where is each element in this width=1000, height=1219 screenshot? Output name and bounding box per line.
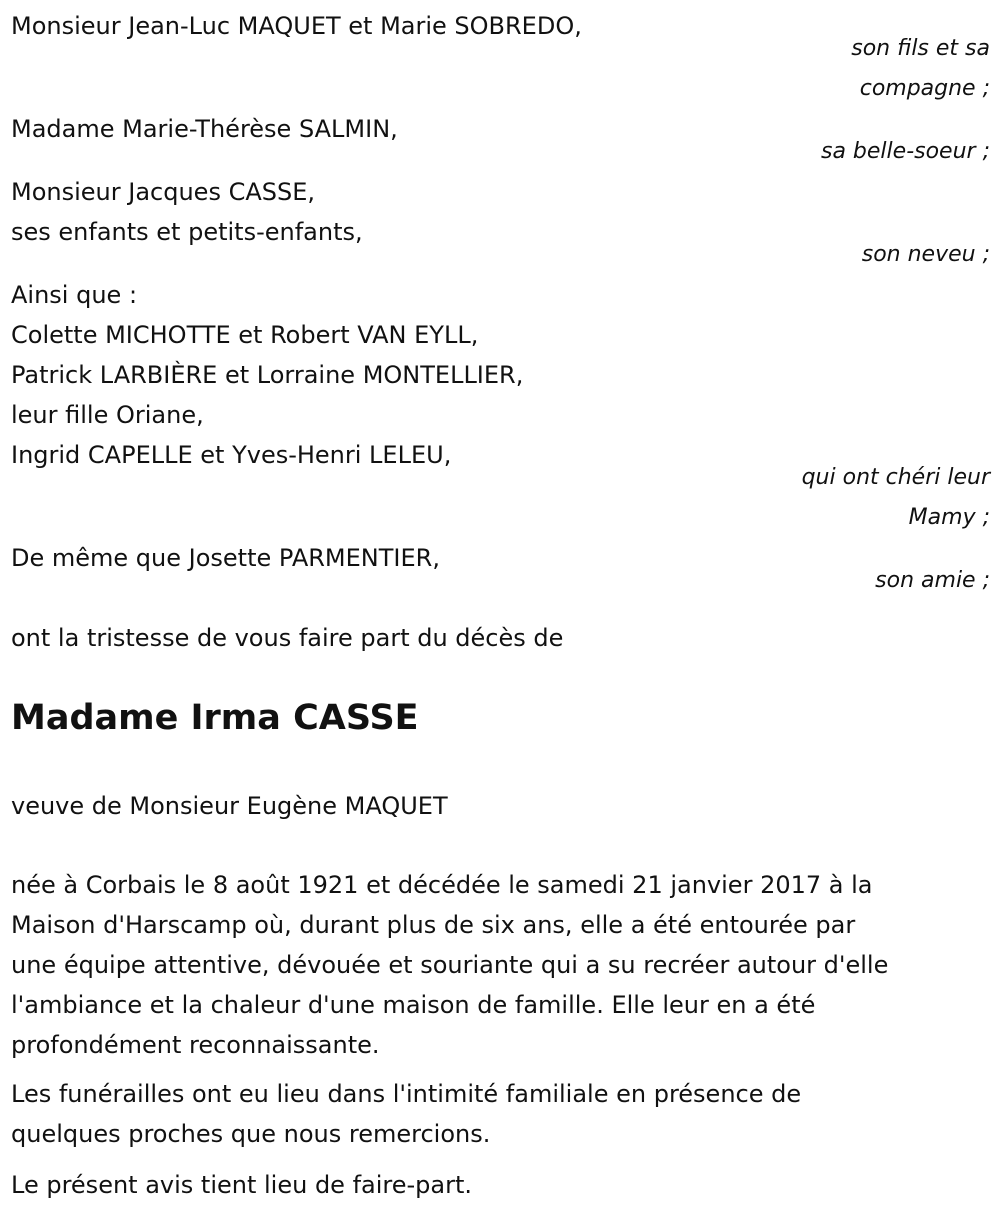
family-line-larbiere: Patrick LARBIÈRE et Lorraine MONTELLIER, bbox=[11, 361, 524, 389]
notice-closing: Le présent avis tient lieu de faire-part. bbox=[11, 1171, 473, 1199]
deceased-name: Madame Irma CASSE bbox=[11, 698, 419, 738]
family-line-son: Monsieur Jean-Luc MAQUET et Marie SOBREDO, bbox=[11, 12, 582, 40]
bio-line-2: Maison d'Harscamp où, durant plus de six ans, elle a été entourée par bbox=[11, 911, 856, 939]
family-line-friend: De même que Josette PARMENTIER, bbox=[11, 544, 440, 572]
bio-line-4: l'ambiance et la chaleur d'une maison de famille. Elle leur en a été bbox=[11, 991, 816, 1019]
family-line-nephew: Monsieur Jacques CASSE, bbox=[11, 178, 316, 206]
relation-friend: son amie ; bbox=[875, 568, 990, 593]
family-line-sister-in-law: Madame Marie-Thérèse SALMIN, bbox=[11, 115, 398, 143]
family-line-nephew-children: ses enfants et petits-enfants, bbox=[11, 218, 363, 246]
funeral-line-1: Les funérailles ont eu lieu dans l'intimité familiale en présence de bbox=[11, 1080, 802, 1108]
funeral-line-2: quelques proches que nous remercions. bbox=[11, 1120, 491, 1148]
family-intro-ainsi-que: Ainsi que : bbox=[11, 281, 138, 309]
relation-son-line1: son fils et sa bbox=[851, 36, 990, 61]
family-line-capelle: Ingrid CAPELLE et Yves-Henri LELEU, bbox=[11, 441, 452, 469]
relation-cherished-line2: Mamy ; bbox=[908, 505, 990, 530]
relation-son-line2: compagne ; bbox=[859, 76, 990, 101]
bio-line-3: une équipe attentive, dévouée et souriante qui a su recréer autour d'elle bbox=[11, 951, 889, 979]
family-line-michotte: Colette MICHOTTE et Robert VAN EYLL, bbox=[11, 321, 479, 349]
relation-cherished-line1: qui ont chéri leur bbox=[801, 465, 990, 490]
family-line-oriane: leur fille Oriane, bbox=[11, 401, 204, 429]
relation-sister-in-law: sa belle-soeur ; bbox=[821, 139, 990, 164]
bio-line-5: profondément reconnaissante. bbox=[11, 1031, 380, 1059]
announcement-text: ont la tristesse de vous faire part du décès de bbox=[11, 624, 564, 652]
bio-line-1: née à Corbais le 8 août 1921 et décédée le samedi 21 janvier 2017 à la bbox=[11, 871, 873, 899]
relation-nephew: son neveu ; bbox=[861, 242, 990, 267]
widow-of-text: veuve de Monsieur Eugène MAQUET bbox=[11, 792, 448, 820]
